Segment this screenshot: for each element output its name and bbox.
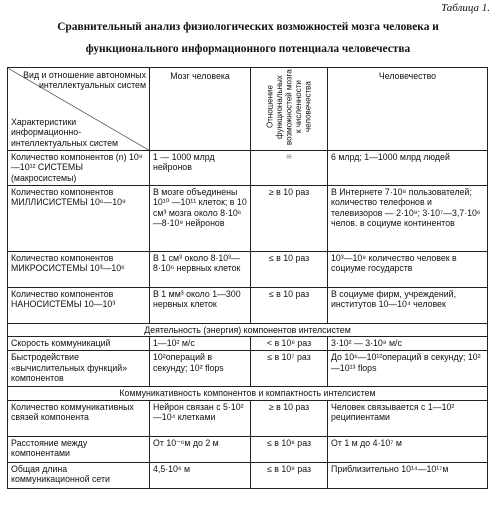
row-brain: 1—10² м/с	[150, 337, 251, 351]
table-number: Таблица 1.	[441, 2, 490, 14]
table-row	[8, 351, 488, 387]
row-characteristic: Скорость коммуникаций	[8, 337, 150, 351]
header-ratio: Отношение функциональных возможностей мозга к численности человечества	[265, 69, 313, 145]
table-row	[8, 436, 488, 462]
row-ratio: ≥ в 10 раз	[251, 400, 328, 436]
row-characteristic: Количество компонентов НАНОСИСТЕМЫ 10—10³	[8, 288, 150, 324]
row-characteristic: Количество компонентов (n) 10⁹—10¹² СИСТЕМЫ (макросистемы)	[8, 151, 150, 186]
header-row	[8, 68, 488, 151]
row-brain: 4,5·10⁶ м	[150, 462, 251, 488]
row-humanity: Человек связывается с 1—10² реципиентами	[328, 400, 488, 436]
header-ratio-cell	[251, 68, 328, 151]
title-line-1: Сравнительный анализ физиологических возможностей мозга человека и	[57, 21, 439, 33]
row-brain: 10²операций в секунду; 10² flops	[150, 351, 251, 387]
row-ratio: ≅	[251, 151, 328, 186]
section-title: Коммуникативность компонентов и компактность интелсистем	[8, 387, 488, 400]
row-humanity: Приблизительно 10¹⁴—10¹⁷м	[328, 462, 488, 488]
row-brain: Нейрон связан с 5·10²—10⁴ клетками	[150, 400, 251, 436]
row-brain: В мозге объединены 10¹⁰ —10¹¹ клеток; в 10 см³ мозга около 8·10⁶—8·10⁹ нейронов	[150, 186, 251, 252]
row-ratio: < в 10⁶ раз	[251, 337, 328, 351]
table-title	[0, 16, 496, 60]
row-ratio: ≤ в 10 раз	[251, 252, 328, 288]
table-row	[8, 337, 488, 351]
row-characteristic: Количество коммуникативных связей компонента	[8, 400, 150, 436]
header-brain: Мозг человека	[150, 68, 251, 151]
row-brain: В 1 мм³ около 1—300 нервных клеток	[150, 288, 251, 324]
section-header-communication	[8, 387, 488, 400]
row-humanity: 6 млрд; 1—1000 млрд людей	[328, 151, 488, 186]
header-corner-cell	[8, 68, 150, 151]
section-header-activity	[8, 324, 488, 337]
row-humanity: В Интернете 7·10⁸ пользователей; количество телефонов и телевизоров — 2·10⁹; 3·10⁷—3,7·10⁶ челов. в социуме континентов	[328, 186, 488, 252]
table-row	[8, 462, 488, 488]
row-humanity: В социуме фирм, учреждений, институтов 10—10⁴ человек	[328, 288, 488, 324]
row-ratio: ≤ в 10⁹ раз	[251, 462, 328, 488]
table-row	[8, 288, 488, 324]
header-corner-bottom: Характеристики информационно-интеллектуальных систем	[11, 117, 119, 148]
section-title: Деятельность (энергия) компонентов интелсистем	[8, 324, 488, 337]
title-line-2: функционального информационного потенциала человечества	[85, 43, 411, 55]
row-characteristic: Расстояние между компонентами	[8, 436, 150, 462]
row-characteristic: Количество компонентов МИЛЛИСИСТЕМЫ 10⁶—10⁹	[8, 186, 150, 252]
row-humanity: До 10⁶—10¹²операций в секунду; 10²—10¹³ flops	[328, 351, 488, 387]
row-ratio: ≤ в 10⁷ раз	[251, 351, 328, 387]
row-humanity: 3·10² — 3·10⁸ м/с	[328, 337, 488, 351]
table-row	[8, 186, 488, 252]
table-row	[8, 252, 488, 288]
header-humanity: Человечество	[328, 68, 488, 151]
row-brain: 1 — 1000 млрд нейронов	[150, 151, 251, 186]
row-ratio: ≤ в 10 раз	[251, 288, 328, 324]
comparison-table	[7, 67, 488, 489]
row-characteristic: Общая длина коммуникационной сети	[8, 462, 150, 488]
table-row	[8, 151, 488, 186]
row-humanity: От 1 м до 4·10⁷ м	[328, 436, 488, 462]
row-brain: От 10⁻⁶м до 2 м	[150, 436, 251, 462]
table-row	[8, 400, 488, 436]
row-ratio: ≥ в 10 раз	[251, 186, 328, 252]
row-ratio: ≤ в 10⁸ раз	[251, 436, 328, 462]
row-characteristic: Количество компонентов МИКРОСИСТЕМЫ 10³—10⁶	[8, 252, 150, 288]
row-characteristic: Быстродействие «вычислительных функций» компонентов	[8, 351, 150, 387]
row-brain: В 1 см³ около 8·10³—8·10⁶ нервных клеток	[150, 252, 251, 288]
row-humanity: 10³—10⁸ количество человек в социуме государств	[328, 252, 488, 288]
header-corner-top: Вид и отношение автономных интеллектуальных систем	[23, 70, 146, 91]
